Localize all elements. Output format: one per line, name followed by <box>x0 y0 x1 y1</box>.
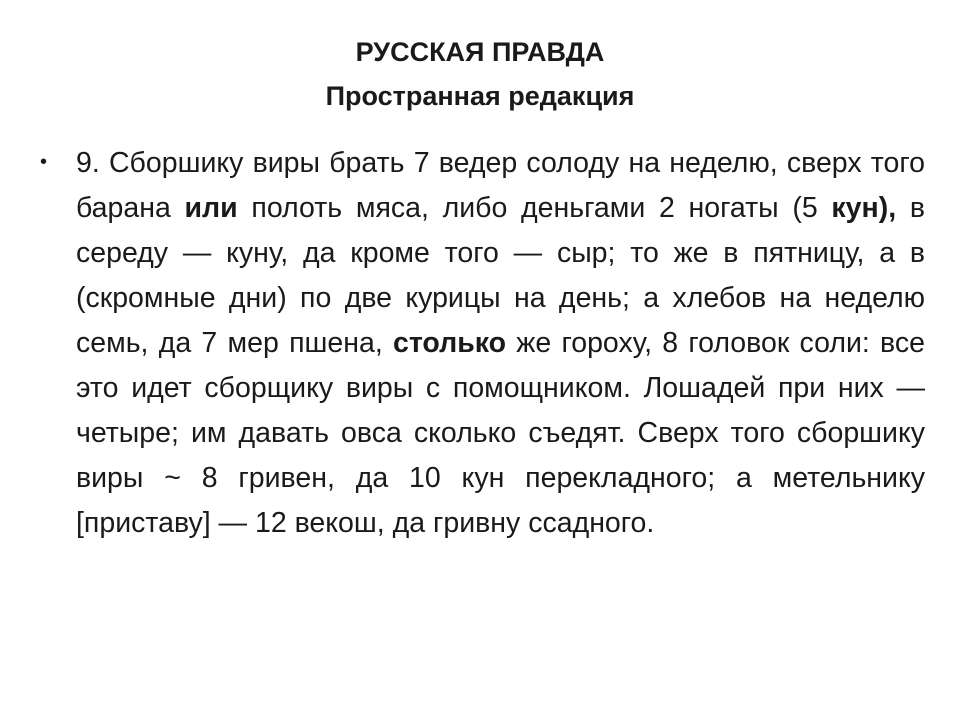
title-subtitle: Пространная редакция <box>325 81 635 111</box>
bold-word-kun: кун), <box>831 192 897 224</box>
text-segment-3: в середу — куну, да кроме того — сыр; то же в пятницу, а в (скромные дни) по две курицы на день; а хлебов на неделю семь, да 7 мер пшена, <box>76 192 926 359</box>
title-main: РУССКАЯ ПРАВДА <box>355 37 605 67</box>
article-paragraph <box>76 141 925 546</box>
text-segment-1: 9. Сборшику виры брать 7 ведер солоду на неделю, сверх того барана <box>76 147 925 224</box>
bullet-icon: • <box>40 151 48 173</box>
bold-word-stolko: столько <box>392 327 507 359</box>
bold-word-ili: или <box>184 192 238 224</box>
slide-title <box>0 30 960 118</box>
text-segment-4: же гороху, 8 головок соли: все это идет сборщику виры с помощником. Лошадей при них — четыре; им давать овса сколько съедят. Сверх того сборшику виры ~ 8 гривен, да 10 кун перекладного; а метельнику [приставу] — 12 векош, да гривну ссадного. <box>76 327 925 539</box>
text-segment-2: полоть мяса, либо деньгами 2 ногаты (5 <box>237 192 832 224</box>
